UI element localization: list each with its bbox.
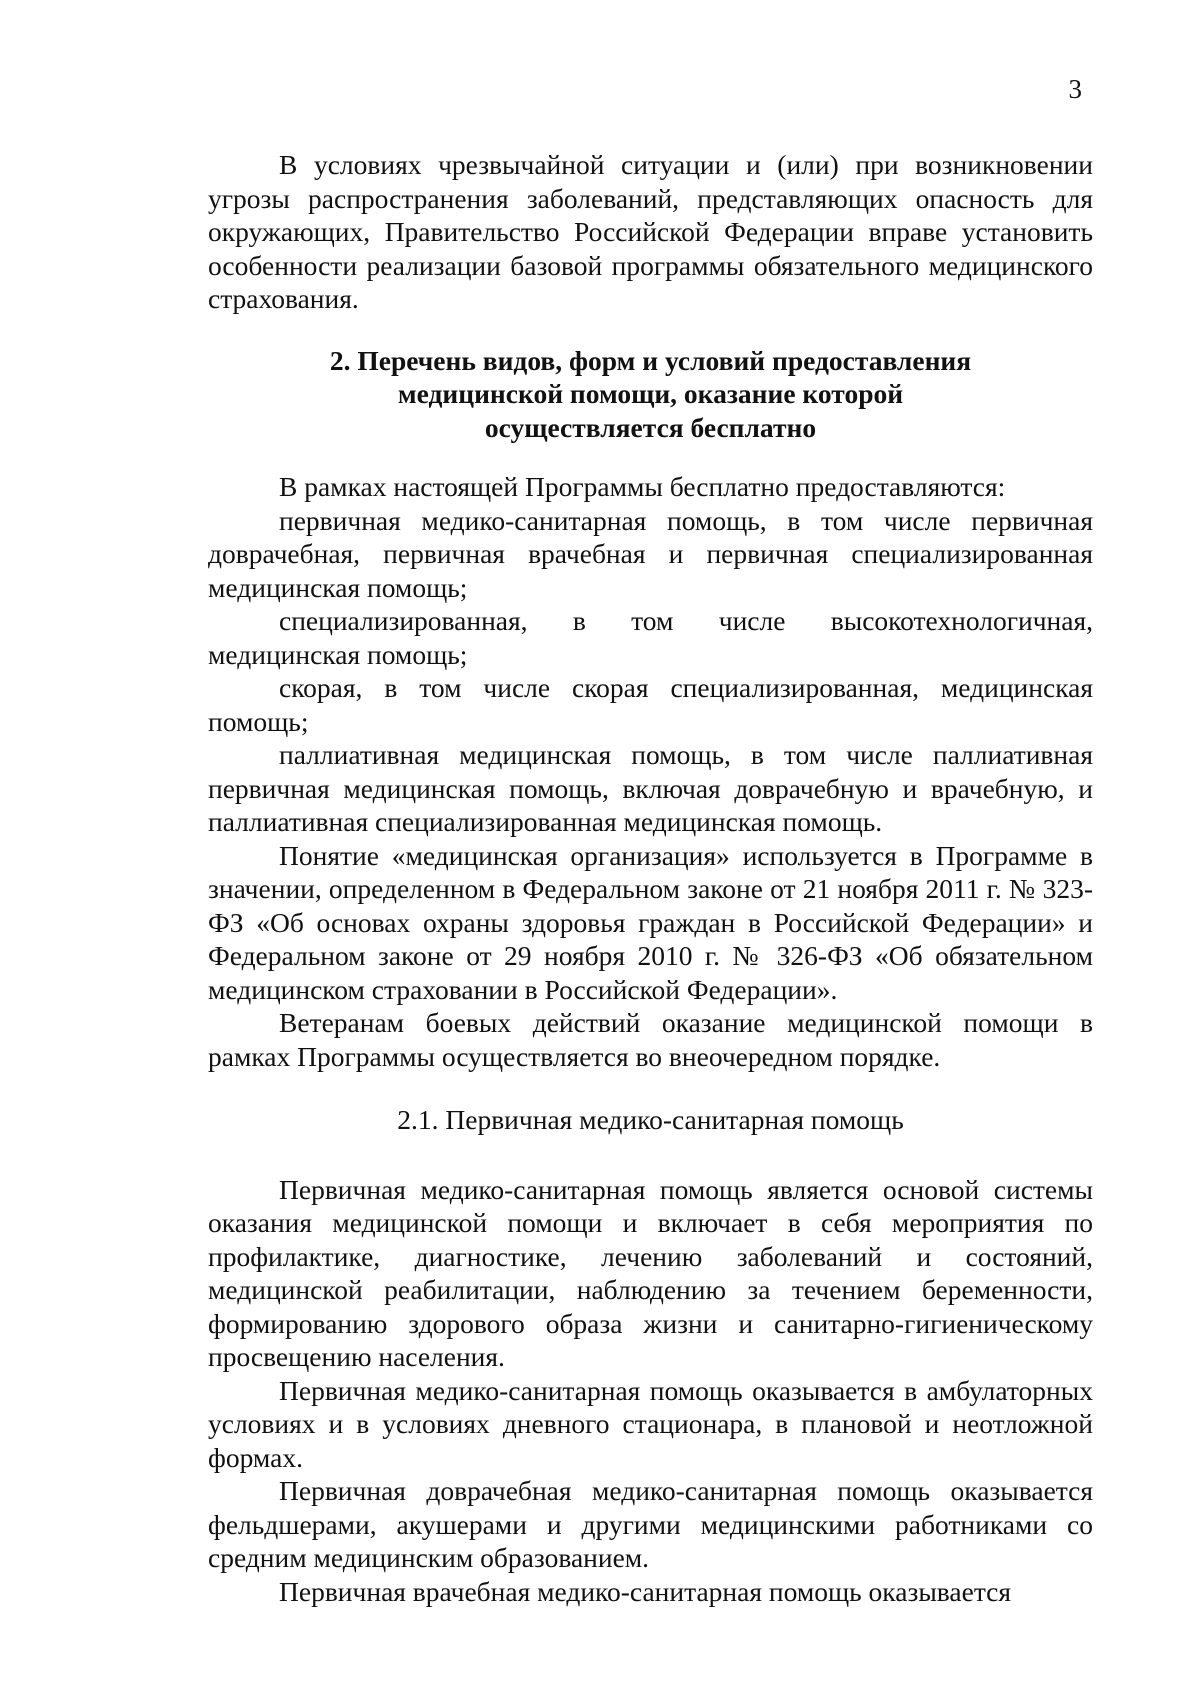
section-2-1-paragraph: Первичная доврачебная медико-санитарная помощь оказывается фельдшерами, акушерами и другими медицинскими работниками со средним медицинским образованием. — [208, 1475, 1093, 1573]
section-2-1-paragraph: Первичная врачебная медико-санитарная помощь оказывается — [279, 1575, 1012, 1607]
section-2-heading-line: медицинской помощи, оказание которой — [397, 378, 904, 409]
section-2-heading-line: осуществляется бесплатно — [484, 411, 817, 443]
section-2-paragraph: специализированная, в том числе высокотехнологичная, медицинская помощь; — [208, 605, 1093, 670]
section-2-paragraph: паллиативная медицинская помощь, в том числе паллиативная первичная медицинская помощь, включая доврачебную и врачебную, и паллиативная специализированная медицинская помощь. — [208, 739, 1093, 837]
section-2-paragraph: Понятие «медицинская организация» используется в Программе в значении, определенном в Федеральном законе от 21 ноября 2011 г. № 323-ФЗ «Об основах охраны здоровья граждан в Российской Федерации» и Федеральном законе от 29 ноября 2010 г. № 326-ФЗ «Об обязательном медицинском страховании в Российской Федерации». — [208, 839, 1093, 1005]
document-body — [208, 148, 1093, 1608]
section-2-1-paragraph: Первичная медико-санитарная помощь является основой системы оказания медицинской помощи и включает в себя мероприятия по профилактике, диагностике, лечению заболеваний и состояний, медицинской реабилитации, наблюдению за течением беременности, формированию здорового образа жизни и санитарно-гигиеническому просвещению населения. — [208, 1173, 1093, 1372]
section-2-paragraph: первичная медико-санитарная помощь, в том числе первичная доврачебная, первичная врачебная и первичная специализированная медицинская помощь; — [208, 504, 1093, 603]
section-2-paragraph: В рамках настоящей Программы бесплатно предоставляются: — [279, 471, 1006, 502]
section-2-1-paragraph: Первичная медико-санитарная помощь оказывается в амбулаторных условиях и в условиях дневного стационара, в плановой и неотложной формах. — [208, 1374, 1093, 1473]
section-2-paragraph: Ветеранам боевых действий оказание медицинской помощи в рамках Программы осуществляется во внеочередном порядке. — [208, 1007, 1093, 1072]
section-2-heading — [208, 344, 1093, 445]
page-number: 3 — [1068, 74, 1082, 104]
intro-paragraph: В условиях чрезвычайной ситуации и (или) при возникновении угрозы распространения заболеваний, представляющих опасность для окружающих, Правительство Российской Федерации вправе установить особенности реализации базовой программы обязательного медицинского страхования. — [208, 149, 1093, 314]
section-2-paragraph: скорая, в том числе скорая специализированная, медицинская помощь; — [208, 672, 1093, 737]
section-2-1-heading: 2.1. Первичная медико-санитарная помощь — [397, 1104, 904, 1135]
section-2-heading-line: 2. Перечень видов, форм и условий предоставления — [329, 344, 972, 376]
